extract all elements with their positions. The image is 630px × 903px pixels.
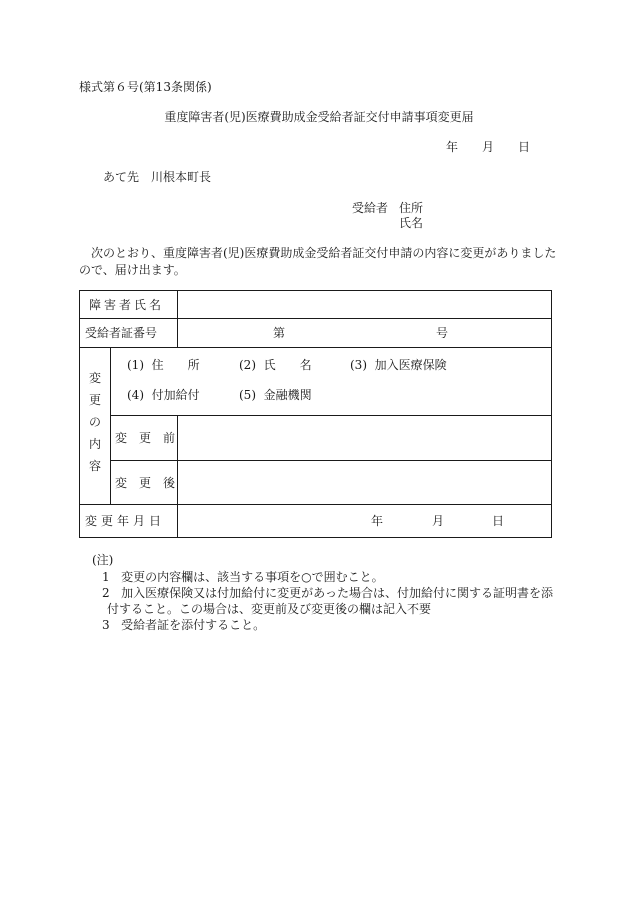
- option-address[interactable]: (1) 住 所: [127, 358, 200, 372]
- body-text: 次のとおり、重度障害者(児)医療費助成金受給者証交付申請の内容に変更がありましたので、届け出ます。: [79, 246, 557, 277]
- after-change-label: 変 更 後: [115, 476, 176, 490]
- form-title: 重度障害者(児)医療費助成金受給者証交付申請事項変更届: [164, 110, 474, 124]
- submission-date: [446, 140, 530, 154]
- option-financial-institution[interactable]: (5) 金融機関: [239, 388, 312, 402]
- number-suffix: 号: [436, 326, 449, 340]
- addressee-label: あて先: [103, 170, 140, 184]
- addressee: [103, 170, 211, 184]
- disabled-person-name-label: 障害者氏名: [89, 298, 165, 312]
- before-change-label: 変 更 前: [115, 431, 176, 445]
- recipient-number-label: 受給者証番号: [85, 326, 158, 340]
- date-month-label: 月: [482, 140, 495, 154]
- option-additional-benefit[interactable]: (4) 付加給付: [127, 388, 200, 402]
- note-3: 3 受給者証を添付すること。: [102, 618, 266, 632]
- option-medical-insurance[interactable]: (3) 加入医療保険: [350, 358, 447, 372]
- change-date-label: 変更年月日: [85, 514, 166, 528]
- applicant-name-label: 氏名: [399, 216, 424, 230]
- note-2-continuation: 付すること。この場合は、変更前及び変更後の欄は記入不要: [107, 602, 432, 616]
- change-form-table: [79, 290, 552, 538]
- note-1: 1 変更の内容欄は、該当する事項を○で囲むこと。: [102, 570, 384, 584]
- date-year-label: 年: [446, 140, 459, 154]
- form-number: 様式第６号(第13条関係): [79, 80, 212, 94]
- change-date-field[interactable]: [183, 510, 363, 530]
- note-2: 2 加入医療保険又は付加給付に変更があった場合は、付加給付に関する証明書を添: [102, 586, 553, 600]
- change-date-year-label: 年: [371, 514, 384, 528]
- addressee-name: 川根本町長: [151, 170, 212, 184]
- disabled-person-name-field[interactable]: [183, 297, 543, 313]
- after-change-field[interactable]: [183, 466, 543, 500]
- change-content-label: 変 更 の 内 容: [88, 371, 101, 473]
- applicant-address-label: 住所: [399, 201, 424, 215]
- recipient-number-field[interactable]: [290, 325, 430, 341]
- number-prefix: 第: [273, 326, 286, 340]
- date-day-label: 日: [518, 140, 531, 154]
- change-date-month-label: 月: [432, 514, 445, 528]
- option-name[interactable]: (2) 氏 名: [239, 358, 312, 372]
- applicant-label: 受給者: [352, 201, 389, 215]
- notes-header: (注): [92, 553, 114, 567]
- before-change-field[interactable]: [183, 421, 543, 455]
- change-date-day-label: 日: [492, 514, 505, 528]
